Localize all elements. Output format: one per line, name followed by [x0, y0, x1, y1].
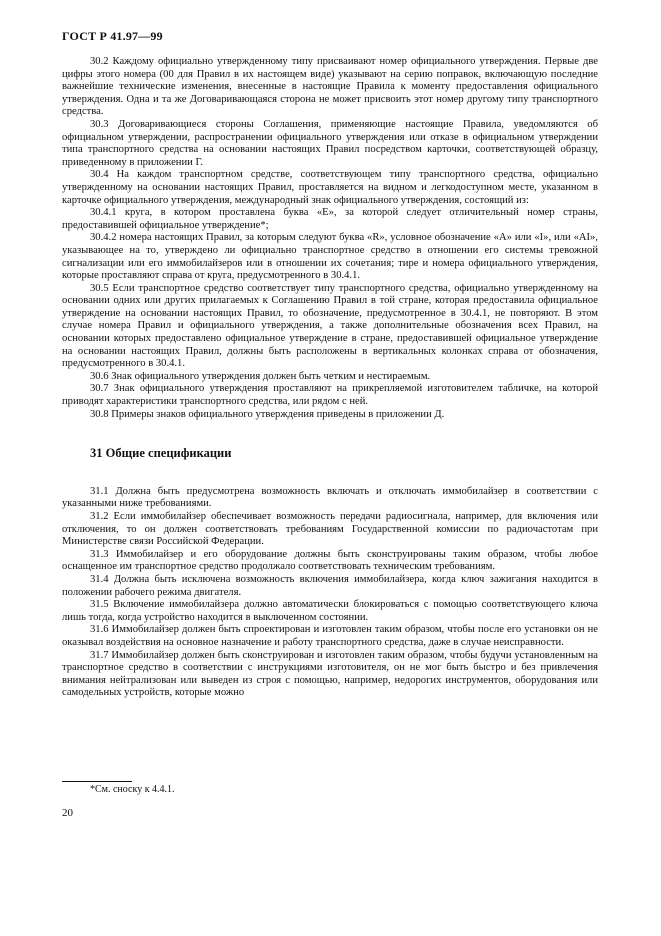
paragraph-31-4: 31.4 Должна быть исключена возможность включения иммобилайзера, когда ключ зажигания находится в положении рабочего режима двигателя. — [62, 573, 598, 598]
footnote: *См. сноску к 4.4.1. — [90, 784, 175, 795]
paragraph-30-3: 30.3 Договаривающиеся стороны Соглашения, применяющие настоящие Правила, уведомляются об официальном утверждении, распространении официального утверждения или отказе в официальном утверждении типа транспортного средства на основании настоящих Правил посредством карточки, соответствующей образцу, приведенному в приложении Г. — [62, 118, 598, 168]
footnote-divider — [62, 781, 132, 782]
paragraph-31-6: 31.6 Иммобилайзер должен быть спроектирован и изготовлен таким образом, чтобы после его установки он не оказывал воздействия на основное назначение и работу транспортного средства, даже в случае неисправности. — [62, 624, 598, 648]
paragraph-30-4-2: 30.4.2 номера настоящих Правил, за которым следуют буква «R», условное обозначение «А» или «I», или «AI», указывающее на то, утверждено ли официально транспортное средство в отношении его системы тревожной сигнализации или его иммобилайзеров или в отношении их сочетания; тире и номера официального утверждения, которые проставляют справа от круга, предусмотренного в 30.4.1. — [62, 232, 598, 282]
section-title: 31 Общие спецификации — [90, 446, 232, 461]
paragraph-30-4: 30.4 На каждом транспортном средстве, соответствующем типу транспортного средства, официально утвержденному на основании настоящих Правил, проставляется на видном и легкодоступном месте, указанном в карточке официального утверждения, международный знак официального утверждения, состоящий из: — [62, 169, 598, 206]
body-text — [62, 56, 598, 700]
paragraph-31-1: 31.1 Должна быть предусмотрена возможность включать и отключать иммобилайзер в соответствии с указанными ниже требованиями. — [62, 485, 598, 510]
paragraph-30-7: 30.7 Знак официального утверждения проставляют на прикрепляемой изготовителем табличке, на которой приводят характеристики транспортного средства, или рядом с ней. — [62, 383, 598, 408]
standard-header: ГОСТ Р 41.97—99 — [62, 29, 163, 43]
paragraph-31-7: 31.7 Иммобилайзер должен быть сконструирован и изготовлен таким образом, чтобы будучи установленным на транспортное средство в соответствии с инструкциями изготовителя, он не мог быть быстро и без привлечения внимания нейтрализован или выведен из строя с помощью, например, недорогих инструментов, оборудования или самодельных устройств, которые можно — [62, 649, 598, 699]
paragraph-31-5: 31.5 Включение иммобилайзера должно автоматически блокироваться с помощью соответствующего ключа лишь тогда, когда устройство находится в выключенном состоянии. — [62, 599, 598, 623]
paragraph-30-6: 30.6 Знак официального утверждения должен быть четким и нестираемым. — [90, 370, 431, 382]
paragraph-31-3: 31.3 Иммобилайзер и его оборудование должны быть сконструированы таким образом, чтобы любое оснащенное им транспортное средство продолжало соответствовать техническим требованиям. — [62, 548, 598, 573]
paragraph-31-2: 31.2 Если иммобилайзер обеспечивает возможность передачи радиосигнала, например, для включения или отключения, то он должен соответствовать требованиям Государственной комиссии по радиочастотам при Министерстве связи Российской Федерации. — [62, 511, 598, 548]
paragraph-30-2: 30.2 Каждому официально утвержденному типу присваивают номер официального утверждения. Первые две цифры этого номера (00 для Правил в их настоящем виде) указывают на серию поправок, включающую последние важнейшие технические изменения, внесенные в настоящие Правила к моменту предоставления официального утверждения. Одна и та же Договаривающаяся сторона не может присвоить этот номер другому типу транспортного средства. — [62, 56, 598, 118]
paragraph-30-4-1: 30.4.1 круга, в котором проставлена буква «Е», за которой следует отличительный номер страны, предоставившей официальное утверждение*; — [62, 207, 598, 231]
paragraph-30-5: 30.5 Если транспортное средство соответствует типу транспортного средства, официально утвержденному на основании одних или других прилагаемых к Соглашению Правил в той стране, которая предоставила официальное утверждение на основании настоящих Правил, то обозначение, предусмотренное в 30.4.1, не повторяют. В этом случае номера Правил и официального утверждения, а также дополнительные обозначения всех Правил, на основании которых предоставлено официальное утверждение в стране, предоставившей официальное утверждение на основании настоящих Правил, должны быть расположены в вертикальных колонках справа от обозначения, предусмотренного в 30.4.1. — [62, 282, 598, 370]
paragraph-30-8: 30.8 Примеры знаков официального утверждения приведены в приложении Д. — [90, 408, 445, 420]
page-number: 20 — [62, 807, 73, 819]
